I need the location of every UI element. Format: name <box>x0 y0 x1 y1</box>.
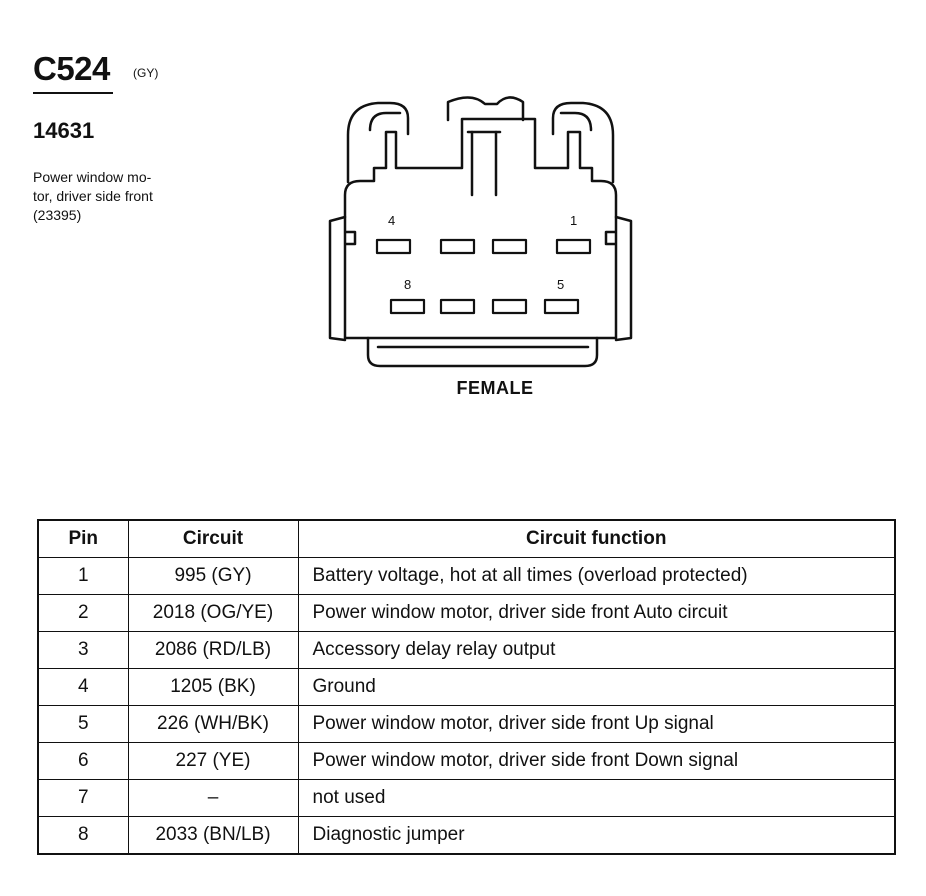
connector-shoulder-right <box>606 232 615 244</box>
row-circuit: – <box>128 780 298 817</box>
terminal-pin-1 <box>557 240 590 253</box>
pin-label-8: 8 <box>404 277 412 292</box>
connector-side-rail-right <box>616 217 631 340</box>
terminal-pin-3 <box>441 240 474 253</box>
connector-shoulder-left <box>346 232 355 244</box>
table-row <box>38 632 895 669</box>
row-pin: 5 <box>38 706 128 743</box>
terminal-pin-4 <box>377 240 410 253</box>
header-circuit: Circuit <box>128 520 298 558</box>
part-number: 14631 <box>33 118 95 143</box>
row-function: Accessory delay relay output <box>298 632 895 669</box>
connector-bottom-skirt <box>368 338 597 366</box>
row-pin: 7 <box>38 780 128 817</box>
row-function: Power window motor, driver side front Auto circuit <box>298 595 895 632</box>
description-line: tor, driver side front <box>33 188 153 204</box>
description-line: Power window mo- <box>33 169 152 185</box>
row-circuit: 2033 (BN/LB) <box>128 817 298 855</box>
row-pin: 6 <box>38 743 128 780</box>
row-circuit: 2086 (RD/LB) <box>128 632 298 669</box>
pin-label-4: 4 <box>388 213 396 228</box>
description-line: (23395) <box>33 207 82 223</box>
header-pin: Pin <box>38 520 128 558</box>
terminal-pin-2 <box>493 240 526 253</box>
row-function: Diagnostic jumper <box>298 817 895 855</box>
connector-right-latch-inner <box>561 113 591 130</box>
row-function: Power window motor, driver side front Up signal <box>298 706 895 743</box>
pinout-table <box>37 519 896 855</box>
terminal-pin-8 <box>391 300 424 313</box>
row-circuit: 2018 (OG/YE) <box>128 595 298 632</box>
row-pin: 4 <box>38 669 128 706</box>
connector-left-latch-inner <box>370 113 400 130</box>
row-function: Power window motor, driver side front Down signal <box>298 743 895 780</box>
row-pin: 3 <box>38 632 128 669</box>
row-pin: 1 <box>38 558 128 595</box>
connector-id: C524 <box>33 50 110 87</box>
row-pin: 8 <box>38 817 128 855</box>
pin-label-1: 1 <box>570 213 578 228</box>
table-row <box>38 743 895 780</box>
table-row <box>38 706 895 743</box>
row-function: not used <box>298 780 895 817</box>
connector-side-rail-left <box>330 217 345 340</box>
terminal-pin-5 <box>545 300 578 313</box>
terminal-pin-6 <box>493 300 526 313</box>
table-row <box>38 595 895 632</box>
connector-center-lock <box>448 97 523 120</box>
connector-body-outline <box>345 119 616 338</box>
pin-label-5: 5 <box>557 277 565 292</box>
connector-color-code: (GY) <box>133 66 159 80</box>
row-function: Ground <box>298 669 895 706</box>
row-circuit: 995 (GY) <box>128 558 298 595</box>
table-row <box>38 669 895 706</box>
connector-diagram <box>0 0 926 400</box>
row-circuit: 226 (WH/BK) <box>128 706 298 743</box>
row-circuit: 1205 (BK) <box>128 669 298 706</box>
table-row <box>38 817 895 855</box>
row-circuit: 227 (YE) <box>128 743 298 780</box>
table-row <box>38 558 895 595</box>
table-header-row <box>38 520 895 558</box>
table-row <box>38 780 895 817</box>
header-circuit-function: Circuit function <box>298 520 895 558</box>
connector-gender-label: FEMALE <box>456 378 534 398</box>
row-pin: 2 <box>38 595 128 632</box>
row-function: Battery voltage, hot at all times (overload protected) <box>298 558 895 595</box>
terminal-pin-7 <box>441 300 474 313</box>
